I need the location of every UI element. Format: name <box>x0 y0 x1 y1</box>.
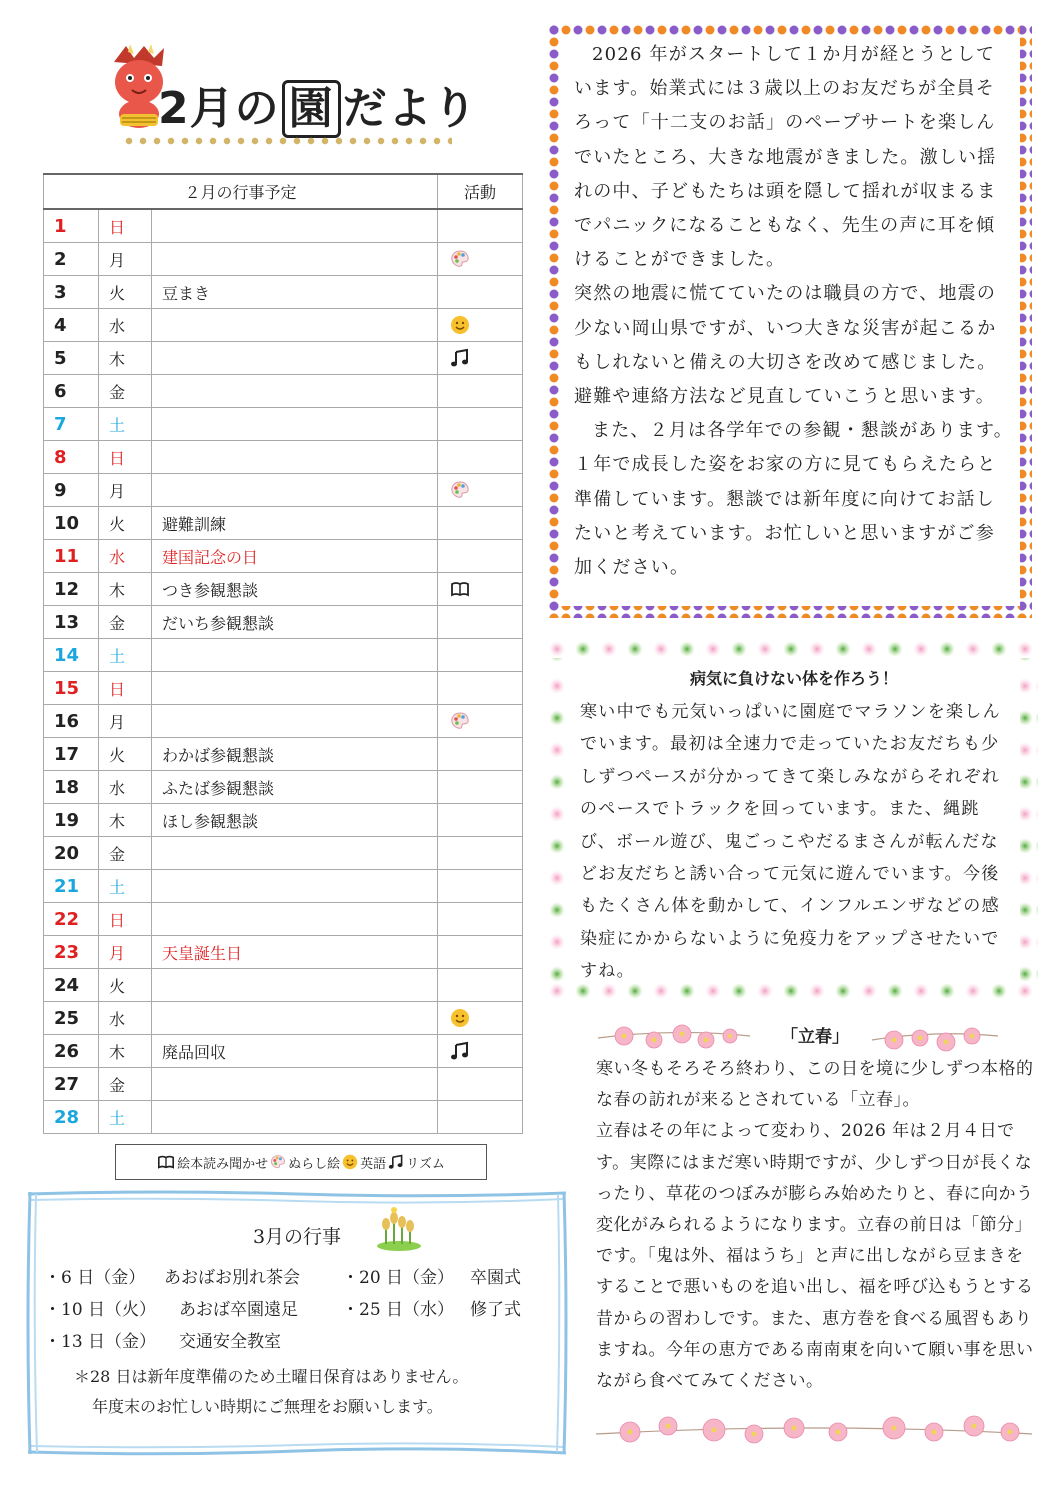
weekday-cell: 土 <box>99 1101 152 1134</box>
day-cell: 3 <box>44 276 99 309</box>
smile-icon <box>450 1008 470 1028</box>
day-cell: 11 <box>44 540 99 573</box>
weekday-cell: 金 <box>99 1068 152 1101</box>
day-cell: 12 <box>44 573 99 606</box>
day-cell: 18 <box>44 771 99 804</box>
event-cell <box>152 474 438 507</box>
activity-cell <box>438 375 523 408</box>
activity-cell <box>438 672 523 705</box>
event-cell: わかば参観懇談 <box>152 738 438 771</box>
table-row <box>44 441 523 474</box>
activity-cell <box>438 507 523 540</box>
table-row <box>44 870 523 903</box>
weekday-cell: 金 <box>99 837 152 870</box>
table-row <box>44 606 523 639</box>
activity-cell <box>438 705 523 738</box>
day-cell: 4 <box>44 309 99 342</box>
event-cell <box>152 672 438 705</box>
march-events-box <box>24 1188 570 1458</box>
march-note-line-2: 年度末のお忙しい時期にご無理をお願いします。 <box>92 1397 443 1416</box>
weekday-cell: 火 <box>99 276 152 309</box>
palette-icon <box>450 711 470 731</box>
day-cell: 15 <box>44 672 99 705</box>
table-row <box>44 1035 523 1068</box>
day-cell: 25 <box>44 1002 99 1035</box>
activity-cell <box>438 771 523 804</box>
table-row <box>44 408 523 441</box>
weekday-cell: 月 <box>99 705 152 738</box>
event-cell: だいち参観懇談 <box>152 606 438 639</box>
activity-cell <box>438 969 523 1002</box>
title-dot-divider <box>122 136 452 146</box>
activity-cell <box>438 540 523 573</box>
weekday-cell: 木 <box>99 573 152 606</box>
weekday-cell: 水 <box>99 540 152 573</box>
weekday-cell: 金 <box>99 375 152 408</box>
schedule-body <box>44 209 523 1134</box>
table-row <box>44 936 523 969</box>
weekday-cell: 日 <box>99 209 152 243</box>
march-note-line-1: ＊28 日は新年度準備のため土曜日保育はありません。 <box>74 1367 469 1386</box>
day-cell: 28 <box>44 1101 99 1134</box>
legend-palette-label: ぬらし絵 <box>288 1156 341 1172</box>
legend-palette <box>270 1153 340 1172</box>
day-cell: 22 <box>44 903 99 936</box>
event-cell <box>152 903 438 936</box>
event-cell: 天皇誕生日 <box>152 936 438 969</box>
activity-cell <box>438 1035 523 1068</box>
risshun-title: 「立春」 <box>781 1027 849 1047</box>
activity-cell <box>438 804 523 837</box>
risshun-paragraph-1: 寒い冬もそろそろ終わり、この日を境に少しずつ本格的な春の訪れが来るとされている「立春」。 <box>596 1059 1034 1111</box>
activity-legend <box>115 1144 487 1180</box>
weekday-cell: 水 <box>99 1002 152 1035</box>
weekday-cell: 木 <box>99 1035 152 1068</box>
day-cell: 13 <box>44 606 99 639</box>
music-note-icon <box>450 1041 470 1061</box>
legend-book-label: 絵本読み聞かせ <box>177 1156 269 1172</box>
table-row <box>44 243 523 276</box>
march-note <box>74 1362 468 1422</box>
activity-cell <box>438 606 523 639</box>
day-cell: 8 <box>44 441 99 474</box>
event-cell <box>152 342 438 375</box>
weekday-cell: 火 <box>99 969 152 1002</box>
activity-cell <box>438 903 523 936</box>
day-cell: 24 <box>44 969 99 1002</box>
activity-cell <box>438 870 523 903</box>
day-cell: 16 <box>44 705 99 738</box>
palette-icon <box>450 249 470 269</box>
event-cell <box>152 639 438 672</box>
table-row <box>44 375 523 408</box>
day-cell: 14 <box>44 639 99 672</box>
february-schedule-table <box>43 173 523 1134</box>
event-cell <box>152 705 438 738</box>
table-row <box>44 705 523 738</box>
table-row <box>44 837 523 870</box>
health-article <box>548 640 1040 1000</box>
table-row <box>44 573 523 606</box>
health-body: 寒い中でも元気いっぱいに園庭でマラソンを楽しんでいます。最初は全速力で走っていたお友だちも少しずつペースが分かってきて楽しみながらそれぞれのペースでトラックを回っています。また、縄跳び、ボール遊び、鬼ごっこやだるまさんが転んだなどお友だちと誘い合って元気に遊んでいます。今後もたくさん体を動かして、インフルエンザなどの感染症にかからないように免疫力をアップさせたいですね。 <box>580 702 1001 982</box>
weekday-cell: 金 <box>99 606 152 639</box>
weekday-cell: 日 <box>99 441 152 474</box>
march-title: 3月の行事 <box>252 1226 342 1248</box>
table-row <box>44 738 523 771</box>
march-event-item: ・25 日（水） 修了式 <box>342 1300 521 1320</box>
event-cell: 廃品回収 <box>152 1035 438 1068</box>
legend-smile <box>342 1153 386 1172</box>
smile-icon <box>342 1154 358 1170</box>
table-row <box>44 540 523 573</box>
greeting-paragraph-1: 2026 年がスタートして１か月が経とうとしています。始業式には３歳以上のお友だちが全員そろって「十二支のお話」のペープサートを楽しんでいたところ、大きな地震がきました。激しい揺れの中、子どもたちは頭を隠して揺れが収まるまでパニックになることもなく、先生の声に耳を傾けることができました。 <box>574 44 997 271</box>
activity-cell <box>438 441 523 474</box>
weekday-cell: 水 <box>99 771 152 804</box>
activity-cell <box>438 243 523 276</box>
day-cell: 23 <box>44 936 99 969</box>
event-cell <box>152 243 438 276</box>
event-cell <box>152 1101 438 1134</box>
activity-cell <box>438 1068 523 1101</box>
table-row <box>44 969 523 1002</box>
table-row <box>44 474 523 507</box>
title-boxed-kanji: 園 <box>282 80 341 138</box>
title-prefix: 2月の <box>158 83 280 134</box>
table-row <box>44 639 523 672</box>
day-cell: 10 <box>44 507 99 540</box>
activity-cell <box>438 342 523 375</box>
day-cell: 17 <box>44 738 99 771</box>
weekday-cell: 火 <box>99 738 152 771</box>
title-suffix: だより <box>342 83 478 134</box>
risshun-paragraph-2: 立春はその年によって変わり、2026 年は２月４日です。実際にはまだ寒い時期ですが、少しずつ日が長くなったり、草花のつぼみが膨らみ始めたりと、春に向かう変化がみられるようになります。立春の前日は「節分」です。「鬼は外、福はうち」と声に出しながら豆まきをすることで悪いものを追い出し、福を呼び込もうとする昔からの習わしです。また、恵方巻を食べる風習もありますね。今年の恵方である南南東を向いて願い事を思いながら食べてみてください。 <box>596 1121 1034 1392</box>
table-row <box>44 1068 523 1101</box>
event-cell <box>152 309 438 342</box>
event-cell: 豆まき <box>152 276 438 309</box>
schedule-header-title: ２月の行事予定 <box>44 174 438 209</box>
event-cell <box>152 870 438 903</box>
table-row <box>44 771 523 804</box>
table-row <box>44 507 523 540</box>
weekday-cell: 月 <box>99 936 152 969</box>
risshun-article <box>590 1010 1040 1450</box>
weekday-cell: 土 <box>99 639 152 672</box>
palette-icon <box>270 1154 286 1170</box>
plum-blossom-branch-icon <box>594 1404 1034 1448</box>
table-row <box>44 276 523 309</box>
event-cell: 建国記念の日 <box>152 540 438 573</box>
book-icon <box>157 1154 175 1170</box>
legend-music-label: リズム <box>406 1156 445 1172</box>
weekday-cell: 月 <box>99 474 152 507</box>
event-cell <box>152 375 438 408</box>
event-cell: ふたば参観懇談 <box>152 771 438 804</box>
weekday-cell: 火 <box>99 507 152 540</box>
weekday-cell: 日 <box>99 672 152 705</box>
health-title: 病気に負けない体を作ろう！ <box>689 669 898 688</box>
risshun-body <box>596 1054 1038 1397</box>
greeting-body <box>574 38 1014 585</box>
day-cell: 20 <box>44 837 99 870</box>
table-row <box>44 1101 523 1134</box>
march-event-item: ・13 日（金） 交通安全教室 <box>44 1332 281 1352</box>
march-event-item: ・6 日（金） あおばお別れ茶会 <box>44 1268 300 1288</box>
weekday-cell: 木 <box>99 342 152 375</box>
schedule-header-activity: 活動 <box>438 174 523 209</box>
day-cell: 7 <box>44 408 99 441</box>
event-cell <box>152 1068 438 1101</box>
weekday-cell: 土 <box>99 870 152 903</box>
march-event-item: ・20 日（金） 卒園式 <box>342 1268 521 1288</box>
legend-smile-label: 英語 <box>360 1156 387 1172</box>
smile-icon <box>450 315 470 335</box>
book-icon <box>450 579 470 599</box>
event-cell <box>152 1002 438 1035</box>
weekday-cell: 土 <box>99 408 152 441</box>
day-cell: 21 <box>44 870 99 903</box>
greeting-paragraph-2: 突然の地震に慌てていたのは職員の方で、地震の少ない岡山県ですが、いつ大きな災害が起こるかもしれないと備えの大切さを改めて感じました。避難や連絡方法など見直していこうと思います。 <box>574 283 997 408</box>
legend-music <box>388 1153 445 1172</box>
weekday-cell: 日 <box>99 903 152 936</box>
activity-cell <box>438 209 523 243</box>
day-cell: 19 <box>44 804 99 837</box>
day-cell: 2 <box>44 243 99 276</box>
activity-cell <box>438 1002 523 1035</box>
day-cell: 5 <box>44 342 99 375</box>
table-row <box>44 672 523 705</box>
day-cell: 27 <box>44 1068 99 1101</box>
table-row <box>44 309 523 342</box>
table-row <box>44 1002 523 1035</box>
day-cell: 1 <box>44 209 99 243</box>
activity-cell <box>438 639 523 672</box>
greeting-paragraph-3: また、２月は各学年での参観・懇談があります。１年で成長した姿をお家の方に見てもらえたらと準備しています。懇談では新年度に向けてお話したいと考えています。お忙しいと思いますがご参加ください。 <box>574 420 1013 579</box>
sprout-flowers-icon <box>374 1206 424 1252</box>
activity-cell <box>438 936 523 969</box>
event-cell <box>152 441 438 474</box>
event-cell <box>152 209 438 243</box>
page-title <box>158 72 478 138</box>
activity-cell <box>438 837 523 870</box>
activity-cell <box>438 474 523 507</box>
table-header-row <box>44 174 523 209</box>
weekday-cell: 水 <box>99 309 152 342</box>
table-row <box>44 804 523 837</box>
activity-cell <box>438 408 523 441</box>
activity-cell <box>438 276 523 309</box>
day-cell: 9 <box>44 474 99 507</box>
table-row <box>44 342 523 375</box>
music-note-icon <box>388 1154 404 1170</box>
palette-icon <box>450 480 470 500</box>
march-event-item: ・10 日（火） あおば卒園遠足 <box>44 1300 298 1320</box>
day-cell: 26 <box>44 1035 99 1068</box>
weekday-cell: 月 <box>99 243 152 276</box>
activity-cell <box>438 1101 523 1134</box>
activity-cell <box>438 573 523 606</box>
weekday-cell: 木 <box>99 804 152 837</box>
legend-book <box>157 1153 268 1172</box>
event-cell: ほし参観懇談 <box>152 804 438 837</box>
activity-cell <box>438 309 523 342</box>
day-cell: 6 <box>44 375 99 408</box>
event-cell: つき参観懇談 <box>152 573 438 606</box>
greeting-article <box>548 24 1032 618</box>
table-row <box>44 903 523 936</box>
event-cell <box>152 969 438 1002</box>
event-cell: 避難訓練 <box>152 507 438 540</box>
newsletter-header <box>100 38 478 148</box>
table-row <box>44 209 523 243</box>
music-note-icon <box>450 348 470 368</box>
activity-cell <box>438 738 523 771</box>
event-cell <box>152 837 438 870</box>
event-cell <box>152 408 438 441</box>
